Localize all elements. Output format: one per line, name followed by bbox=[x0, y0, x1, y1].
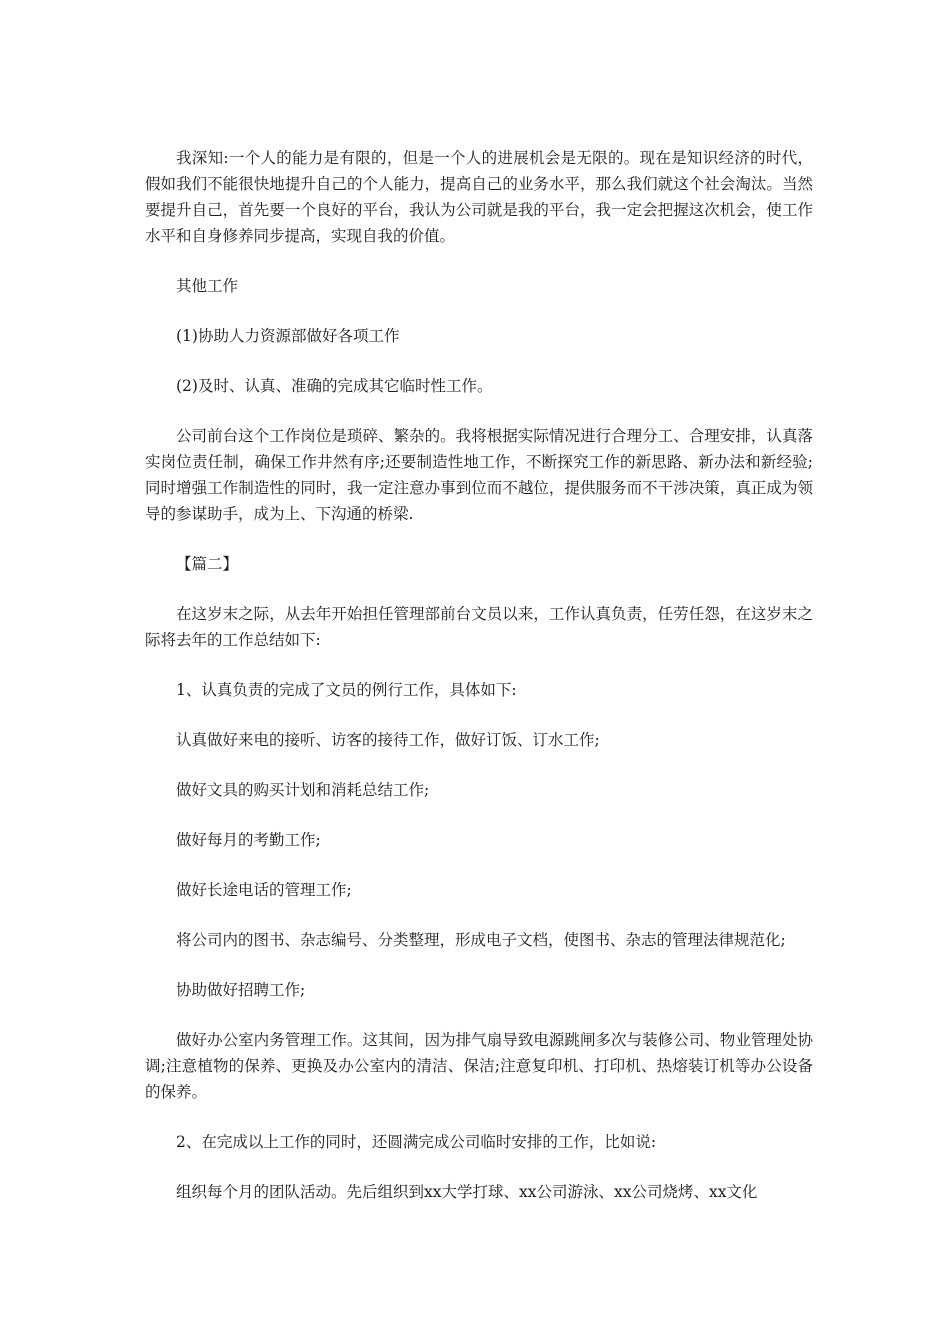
list-item-phone-reception: 认真做好来电的接听、访客的接待工作，做好订饭、订水工作; bbox=[176, 731, 600, 749]
document-body bbox=[145, 145, 813, 1229]
paragraph-team-activities: 组织每个月的团队活动。先后组织到xx大学打球、xx公司游泳、xx公司烧烤、xx文化 bbox=[176, 1183, 758, 1201]
paragraph-year-end-intro: 在这岁末之际，从去年开始担任管理部前台文员以来，工作认真负责，任劳任怨，在这岁末之际将去年的工作总结如下: bbox=[145, 605, 813, 649]
list-item-stationery: 做好文具的购买计划和消耗总结工作; bbox=[176, 781, 430, 799]
section-heading-other-work: 其他工作 bbox=[176, 277, 239, 295]
list-item-library-management: 将公司内的图书、杂志编号、分类整理，形成电子文档，使图书、杂志的管理法律规范化; bbox=[176, 931, 786, 949]
list-item-attendance: 做好每月的考勤工作; bbox=[176, 831, 321, 849]
list-item-long-distance-calls: 做好长途电话的管理工作; bbox=[176, 881, 352, 899]
list-item-temporary-work: (2)及时、认真、准确的完成其它临时性工作。 bbox=[176, 377, 493, 395]
list-item-assist-hr: (1)协助人力资源部做好各项工作 bbox=[176, 327, 400, 345]
list-item-office-management: 做好办公室内务管理工作。这其间，因为排气扇导致电源跳闸多次与装修公司、物业管理处协调;注意植物的保养、更换及办公室内的清洁、保洁;注意复印机、打印机、热熔装订机等办公设备的保养。 bbox=[145, 1031, 813, 1101]
paragraph-self-awareness: 我深知:一个人的能力是有限的，但是一个人的进展机会是无限的。现在是知识经济的时代，假如我们不能很快地提升自己的个人能力，提高自己的业务水平，那么我们就这个社会淘汰。当然要提升自己，首先要一个良好的平台，我认为公司就是我的平台，我一定会把握这次机会，使工作水平和自身修养同步提高，实现自我的价值。 bbox=[145, 149, 813, 245]
paragraph-front-desk-role: 公司前台这个工作岗位是琐碎、繁杂的。我将根据实际情况进行合理分工、合理安排，认真落实岗位责任制，确保工作井然有序;还要制造性地工作，不断探究工作的新思路、新办法和新经验;同时增强工作制造性的同时，我一定注意办事到位而不越位，提供服务而不干涉决策，真正成为领导的参谋助手，成为上、下沟通的桥梁. bbox=[145, 427, 813, 523]
list-item-temporary-tasks: 2、在完成以上工作的同时，还圆满完成公司临时安排的工作，比如说: bbox=[176, 1133, 657, 1151]
list-item-routine-work: 1、认真负责的完成了文员的例行工作，具体如下: bbox=[176, 681, 517, 699]
section-heading-part-two: 【篇二】 bbox=[176, 555, 239, 573]
list-item-recruitment: 协助做好招聘工作; bbox=[176, 981, 306, 999]
